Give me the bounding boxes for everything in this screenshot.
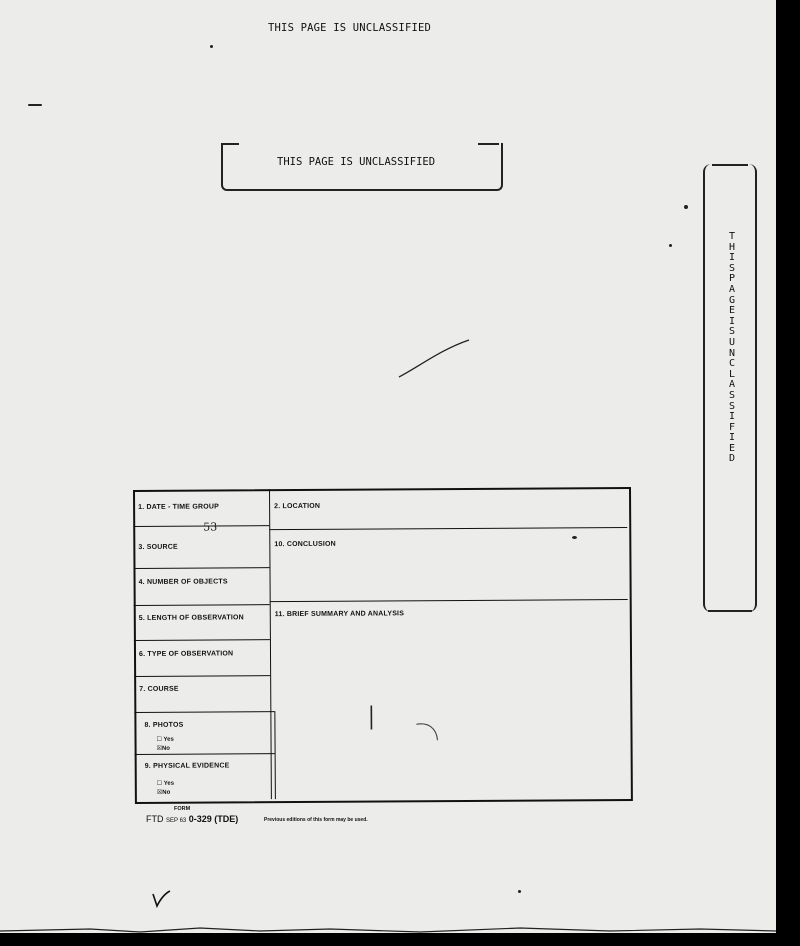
physical-evidence-yes-label: Yes	[163, 780, 175, 787]
footer-form-date: SEP 63	[166, 818, 187, 824]
footer-form-id	[146, 814, 238, 824]
ink-speck	[669, 244, 672, 247]
date-time-group-value: 53	[203, 520, 218, 534]
type-of-observation-label: 6. TYPE OF OBSERVATION	[138, 650, 234, 658]
physical-evidence-yes-option[interactable]: ☐ Yes	[156, 780, 175, 787]
stamp-box-corner-left	[221, 143, 239, 145]
middle-classification-banner: THIS PAGE IS UNCLASSIFIED	[277, 156, 436, 168]
source-label: 3. SOURCE	[138, 543, 178, 551]
side-stamp-cap-top	[712, 164, 748, 166]
stamp-box-corner-right	[478, 143, 499, 145]
brief-summary-label: 11. BRIEF SUMMARY AND ANALYSIS	[274, 610, 405, 619]
course-label: 7. COURSE	[139, 685, 179, 693]
side-classification-banner: THIS PAGE IS UNCLASSIFIED	[728, 231, 742, 465]
physical-evidence-no-option[interactable]: ☒No	[156, 789, 171, 796]
footer-form-prefix: FTD	[146, 814, 164, 824]
physical-evidence-no-label: No	[162, 789, 171, 796]
date-time-group-label: 1. DATE - TIME GROUP	[138, 503, 220, 511]
form-frame	[133, 487, 633, 804]
top-classification-banner: THIS PAGE IS UNCLASSIFIED	[268, 22, 432, 34]
number-of-objects-label: 4. NUMBER OF OBJECTS	[138, 578, 228, 586]
pen-stroke-mark	[395, 336, 475, 382]
footer-editions-note: Previous editions of this form may be used.	[264, 817, 368, 823]
side-stamp-cap-bottom	[708, 610, 752, 612]
footer-form-number: 0-329 (TDE)	[188, 814, 239, 824]
pen-hook-mark	[414, 720, 444, 744]
handwritten-check-mark	[150, 888, 174, 910]
location-label: 2. LOCATION	[274, 502, 321, 511]
photos-yes-option[interactable]: ☐ Yes	[156, 736, 174, 743]
torn-bottom-edge	[0, 925, 776, 933]
photos-no-option[interactable]: ☒No	[156, 745, 170, 752]
photos-no-label: No	[161, 745, 170, 752]
length-of-observation-label: 5. LENGTH OF OBSERVATION	[138, 614, 244, 622]
footer-form-word: FORM	[174, 806, 191, 812]
photos-yes-label: Yes	[163, 736, 174, 743]
pen-tick-mark	[364, 703, 384, 733]
ftd-form-329	[133, 487, 631, 802]
ink-speck	[28, 104, 42, 106]
photos-label: 8. PHOTOS	[144, 721, 184, 729]
ink-speck	[518, 890, 521, 893]
ink-speck	[210, 45, 213, 48]
ink-speck	[684, 205, 688, 209]
physical-evidence-label: 9. PHYSICAL EVIDENCE	[144, 762, 230, 770]
conclusion-label: 10. CONCLUSION	[274, 540, 336, 549]
